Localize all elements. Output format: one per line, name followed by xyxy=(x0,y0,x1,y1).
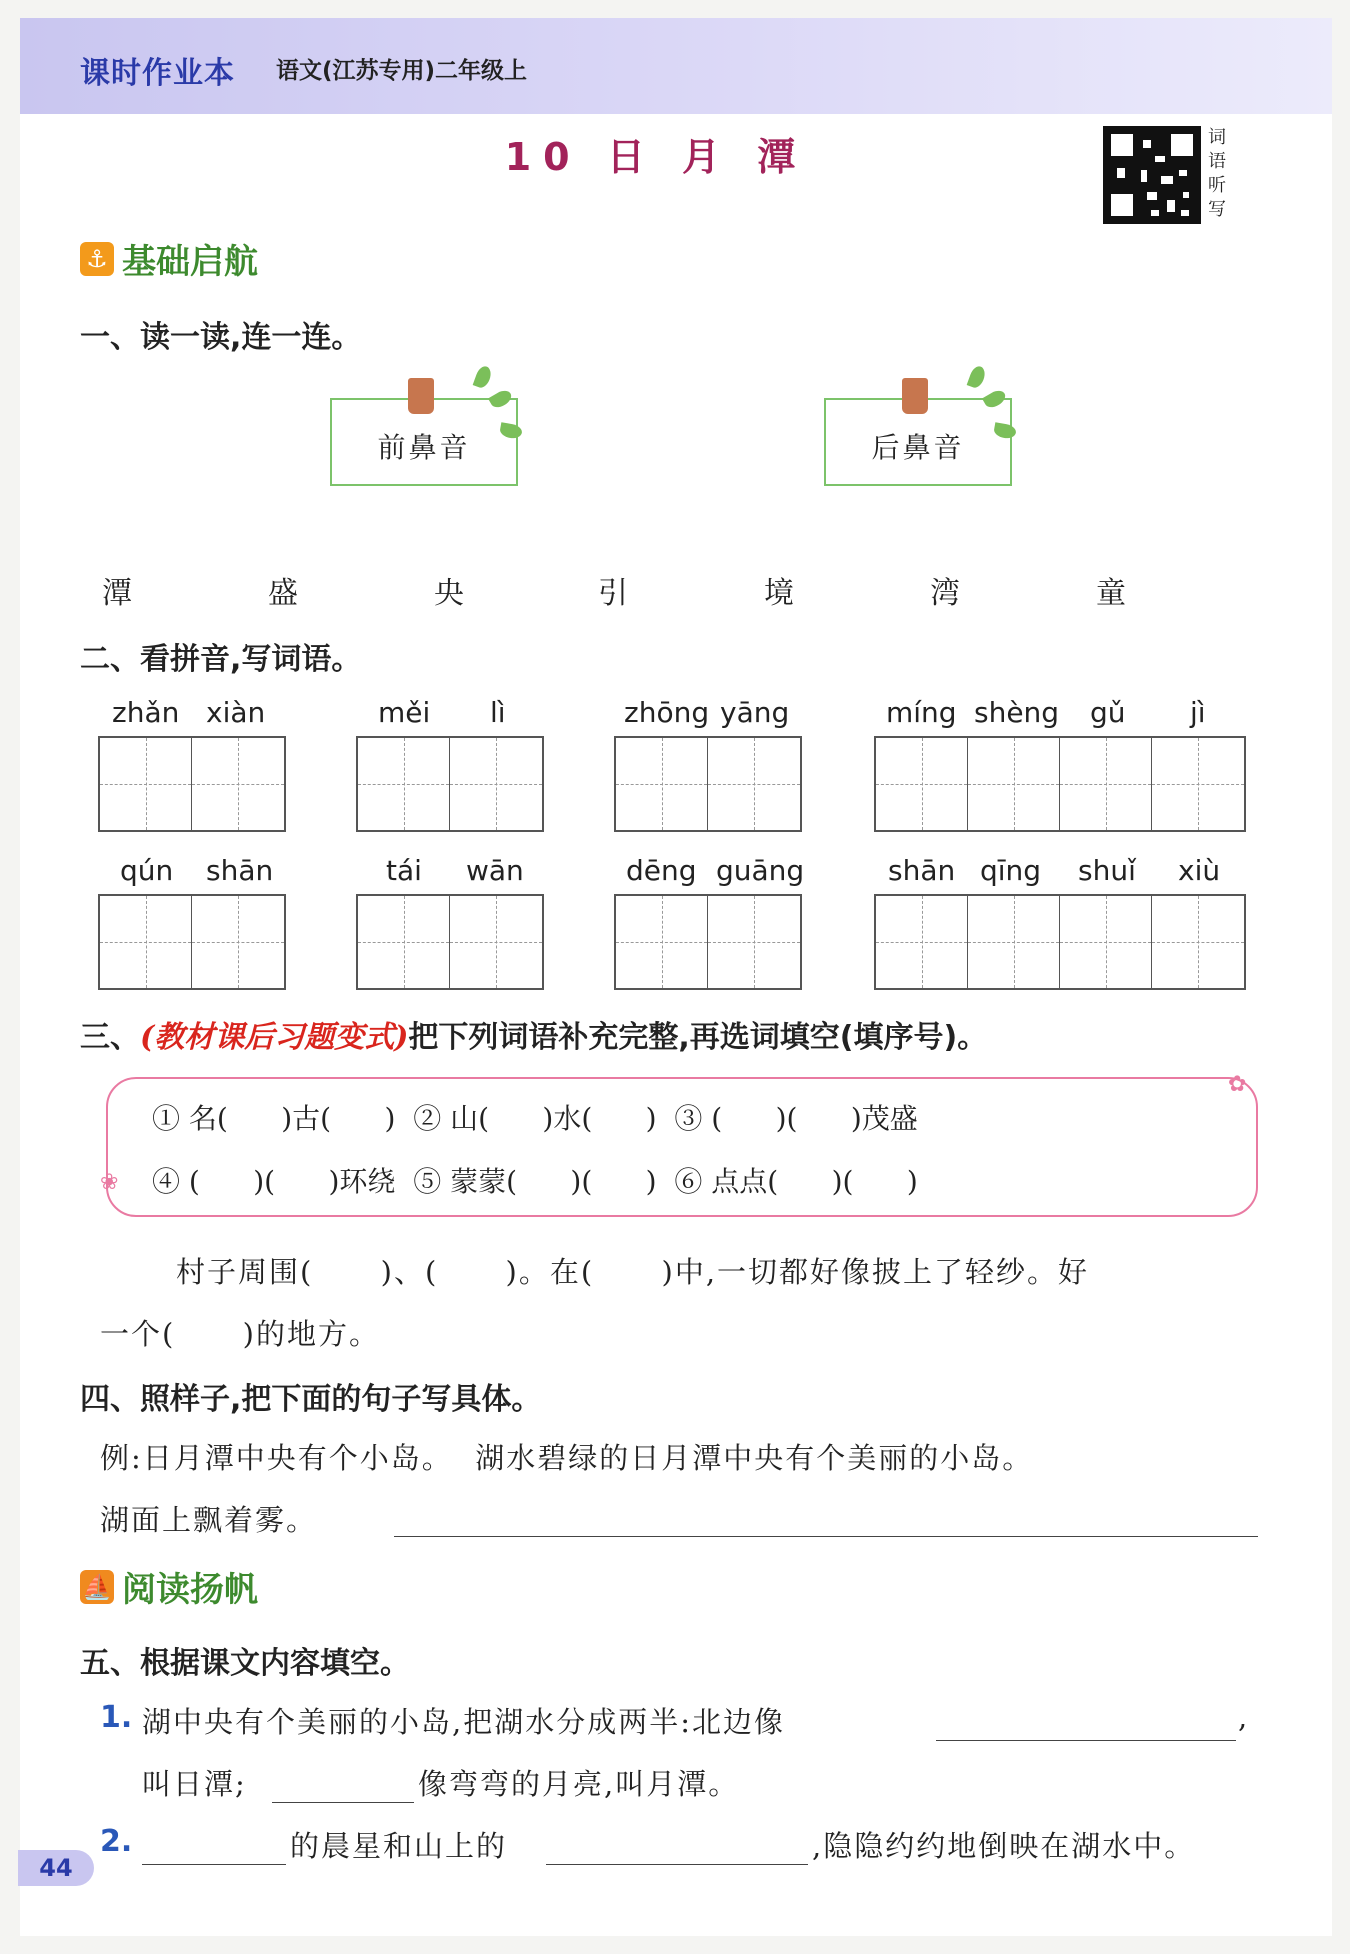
qr-label-char: 词 xyxy=(1208,127,1226,148)
q5-item2-text: 的晨星和山上的 xyxy=(290,1829,508,1863)
answer-line[interactable] xyxy=(394,1536,1258,1537)
pinyin-label: míng xyxy=(886,696,957,729)
char-item: 引 xyxy=(598,576,628,611)
answer-line[interactable] xyxy=(142,1864,286,1865)
q3-paragraph-line-1: 村子周围( )、( )。在( )中,一切都好像披上了轻纱。好 xyxy=(176,1255,1090,1289)
grid-cell[interactable] xyxy=(358,738,450,830)
pinyin-label: qún xyxy=(120,854,174,887)
plant-pot-icon xyxy=(408,378,434,414)
pinyin-label: měi xyxy=(378,696,431,729)
writing-grid[interactable] xyxy=(98,894,286,990)
pinyin-label: guāng xyxy=(716,854,805,887)
anchor-icon: ⚓ xyxy=(80,242,114,276)
pinyin-label: xiàn xyxy=(206,696,266,729)
grid-cell[interactable] xyxy=(1152,738,1244,830)
lesson-title: 10 日 月 潭 xyxy=(504,135,808,179)
pinyin-label: shān xyxy=(888,854,956,887)
q2-title: 二、看拼音,写词语。 xyxy=(80,642,362,677)
grid-cell[interactable] xyxy=(100,738,192,830)
qr-label-char: 语 xyxy=(1208,151,1226,172)
grid-cell[interactable] xyxy=(192,738,284,830)
q5-item1-text-d: 像弯弯的月亮,叫月潭。 xyxy=(418,1767,740,1801)
qr-code-icon[interactable] xyxy=(1103,126,1201,224)
q5-title: 五、根据课文内容填空。 xyxy=(80,1646,410,1681)
pinyin-label: shān xyxy=(206,854,274,887)
grid-cell[interactable] xyxy=(1060,896,1152,988)
grid-cell[interactable] xyxy=(708,738,800,830)
paw-icon: ❀ xyxy=(100,1170,119,1195)
char-item: 境 xyxy=(764,576,794,611)
word-bank-line-1: ① 名( )古( ) ② 山( )水( ) ③ ( )( )茂盛 xyxy=(152,1102,918,1135)
grid-cell[interactable] xyxy=(876,896,968,988)
pinyin-label: lì xyxy=(490,696,506,729)
grid-cell[interactable] xyxy=(100,896,192,988)
pinyin-label: gǔ xyxy=(1090,696,1126,729)
pinyin-label: zhōng xyxy=(624,696,710,729)
answer-line[interactable] xyxy=(272,1802,414,1803)
q4-title: 四、照样子,把下面的句子写具体。 xyxy=(80,1382,542,1417)
item-number: 1. xyxy=(100,1700,133,1735)
q5-item1-text-c: 叫日潭; xyxy=(142,1767,247,1801)
grid-cell[interactable] xyxy=(358,896,450,988)
grid-cell[interactable] xyxy=(968,738,1060,830)
pinyin-label: qīng xyxy=(980,854,1042,887)
grid-cell[interactable] xyxy=(616,738,708,830)
plant-pot-icon xyxy=(902,378,928,414)
q4-example: 例:日月潭中央有个小岛。 湖水碧绿的日月潭中央有个美丽的小岛。 xyxy=(100,1441,1034,1475)
section-reading-label: 阅读扬帆 xyxy=(122,1570,258,1610)
grid-cell[interactable] xyxy=(876,738,968,830)
q1-char-row xyxy=(80,568,1240,611)
page-number: 44 xyxy=(18,1850,94,1886)
pinyin-label: shèng xyxy=(974,696,1060,729)
qr-label xyxy=(1208,126,1232,222)
char-item: 童 xyxy=(1096,576,1126,611)
pinyin-label: tái xyxy=(386,854,422,887)
writing-grid[interactable] xyxy=(614,894,802,990)
char-item: 湾 xyxy=(930,576,960,611)
qr-label-char: 听 xyxy=(1208,175,1226,196)
pinyin-label: jì xyxy=(1190,696,1206,729)
qr-label-char: 写 xyxy=(1208,199,1226,220)
grid-cell[interactable] xyxy=(192,896,284,988)
grid-cell[interactable] xyxy=(1060,738,1152,830)
pinyin-label: shuǐ xyxy=(1078,854,1136,887)
writing-grid[interactable] xyxy=(874,736,1246,832)
q3-highlight: (教材课后习题变式) xyxy=(140,1020,409,1055)
grid-cell[interactable] xyxy=(450,738,542,830)
grid-cell[interactable] xyxy=(1152,896,1244,988)
card-label: 后鼻音 xyxy=(871,431,965,464)
answer-line[interactable] xyxy=(546,1864,808,1865)
word-bank-line-2: ④ ( )( )环绕 ⑤ 蒙蒙( )( ) ⑥ 点点( )( ) xyxy=(152,1165,918,1198)
grid-cell[interactable] xyxy=(450,896,542,988)
q3-title-rest: 把下列词语补充完整,再选词填空(填序号)。 xyxy=(408,1020,988,1055)
pinyin-label: yāng xyxy=(720,696,790,729)
answer-line[interactable] xyxy=(936,1740,1236,1741)
writing-grid[interactable] xyxy=(614,736,802,832)
q5-item2-text-b: ,隐隐约约地倒映在湖水中。 xyxy=(812,1829,1196,1863)
writing-grid[interactable] xyxy=(356,736,544,832)
char-item: 盛 xyxy=(268,576,298,611)
char-item: 央 xyxy=(434,576,464,611)
sail-icon: ⛵ xyxy=(80,1570,114,1604)
pinyin-label: dēng xyxy=(626,854,697,887)
q5-item1-comma: , xyxy=(1238,1700,1250,1734)
subject-label: 语文(江苏专用)二年级上 xyxy=(276,58,528,84)
grid-cell[interactable] xyxy=(708,896,800,988)
section-basic xyxy=(80,234,258,283)
section-reading xyxy=(80,1562,258,1611)
pinyin-label: zhǎn xyxy=(112,696,180,729)
writing-grid[interactable] xyxy=(874,894,1246,990)
brand-title: 课时作业本 xyxy=(80,56,235,91)
card-label: 前鼻音 xyxy=(377,431,471,464)
writing-grid[interactable] xyxy=(98,736,286,832)
grid-cell[interactable] xyxy=(616,896,708,988)
q3-title xyxy=(80,1012,987,1056)
q4-prompt: 湖面上飘着雾。 xyxy=(100,1503,318,1537)
paw-icon: ✿ xyxy=(1228,1072,1247,1097)
item-number: 2. xyxy=(100,1824,133,1859)
q1-title: 一、读一读,连一连。 xyxy=(80,320,362,355)
q5-item1-text: 湖中央有个美丽的小岛,把湖水分成两半:北边像 xyxy=(142,1705,785,1739)
section-basic-label: 基础启航 xyxy=(122,242,258,282)
grid-cell[interactable] xyxy=(968,896,1060,988)
writing-grid[interactable] xyxy=(356,894,544,990)
char-item: 潭 xyxy=(102,576,132,611)
pinyin-label: xiù xyxy=(1178,854,1221,887)
q3-prefix: 三、 xyxy=(80,1020,140,1055)
pinyin-label: wān xyxy=(466,854,524,887)
q3-paragraph-line-2: 一个( )的地方。 xyxy=(100,1317,380,1351)
